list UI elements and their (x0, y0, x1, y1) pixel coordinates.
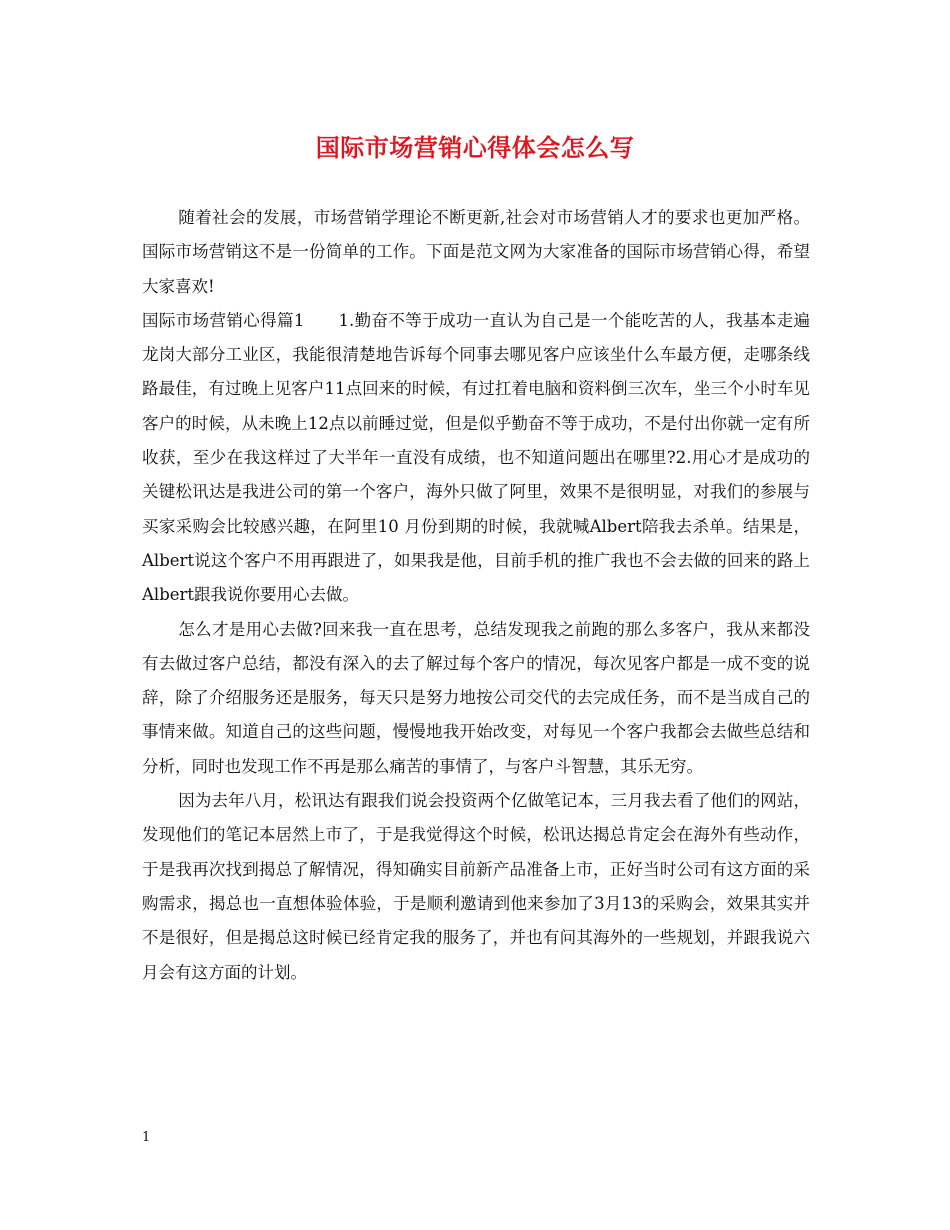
document-body (142, 201, 810, 990)
page-number: 1 (142, 1130, 151, 1145)
intro-paragraph: 随着社会的发展，市场营销学理论不断更新,社会对市场营销人才的要求也更加严格。国际市场营销这不是一份简单的工作。下面是范文网为大家准备的国际市场营销心得，希望大家喜欢! (142, 208, 810, 296)
document-title: 国际市场营销心得体会怎么写 (315, 133, 635, 162)
chapter-1-paragraph: 国际市场营销心得篇1 1.勤奋不等于成功一直认为自己是一个能吃苦的人，我基本走遍龙岗大部分工业区，我能很清楚地告诉每个同事去哪见客户应该坐什么车最方便，走哪条线路最佳，有过晚上见客户11点回来的时候，有过扛着电脑和资料倒三次车，坐三个小时车见客户的时候，从未晚上12点以前睡过觉，但是似乎勤奋不等于成功，不是付出你就一定有所收获，至少在我这样过了大半年一直没有成绩，也不知道问题出在哪里?2.用心才是成功的关键松讯达是我进公司的第一个客户，海外只做了阿里，效果不是很明显，对我们的参展与买家采购会比较感兴趣，在阿里10 月份到期的时候，我就喊Albert陪我去杀单。结果是，Albert说这个客户不用再跟进了，如果我是他，目前手机的推广我也不会去做的回来的路上Albert跟我说你要用心去做。 (142, 310, 810, 605)
client-story-paragraph: 因为去年八月，松讯达有跟我们说会投资两个亿做笔记本，三月我去看了他们的网站，发现他们的笔记本居然上市了，于是我觉得这个时候，松讯达揭总肯定会在海外有些动作，于是我再次找到揭总了解情况，得知确实目前新产品准备上市，正好当时公司有这方面的采购需求，揭总也一直想体验体验，于是顺利邀请到他来参加了3月13的采购会，效果其实并不是很好，但是揭总这时候已经肯定我的服务了，并也有问其海外的一些规划，并跟我说六月会有这方面的计划。 (142, 791, 810, 982)
reflection-paragraph: 怎么才是用心去做?回来我一直在思考，总结发现我之前跑的那么多客户，我从来都没有去做过客户总结，都没有深入的去了解过每个客户的情况，每次见客户都是一成不变的说辞，除了介绍服务还是服务，每天只是努力地按公司交代的去完成任务，而不是当成自己的事情来做。知道自己的这些问题，慢慢地我开始改变，对每见一个客户我都会去做些总结和分析，同时也发现工作不再是那么痛苦的事情了，与客户斗智慧，其乐无穷。 (142, 619, 810, 776)
